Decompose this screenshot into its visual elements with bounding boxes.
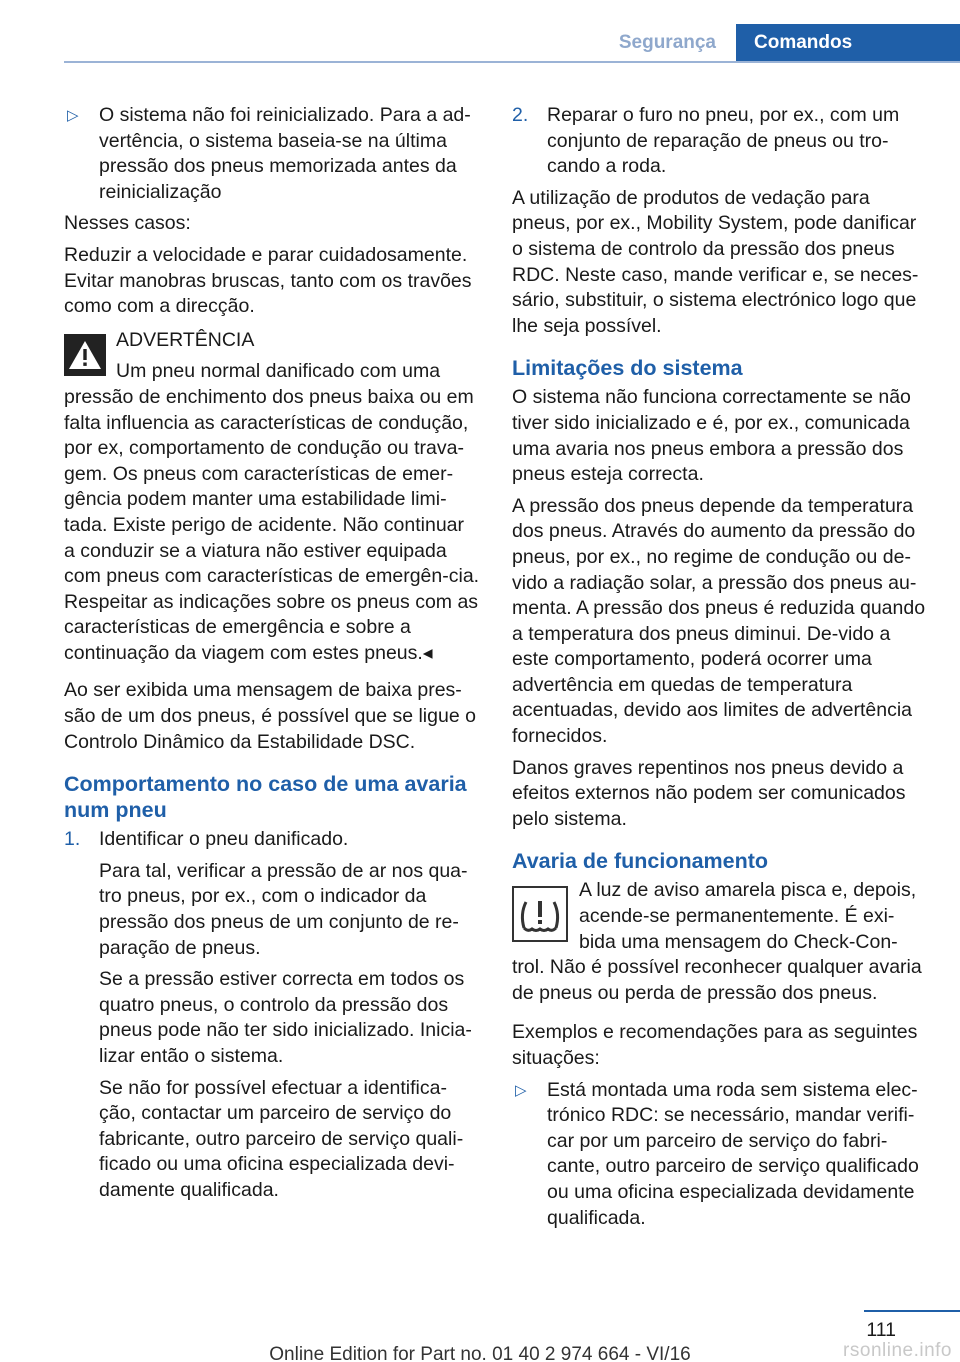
triangle-bullet-icon: ▷ — [67, 107, 79, 124]
tab-comandos[interactable]: Comandos — [736, 24, 960, 63]
right-column — [512, 103, 928, 1237]
step-detail: Se a pressão estiver correcta em todos os quatro pneus, o controlo da pressão dos pneus pode não ter sido inicializado. Inicia-lizar então o sistema. — [99, 968, 472, 1067]
paragraph: A pressão dos pneus depende da temperatura dos pneus. Através do aumento da pressão do pneus, por ex., no regime de condução ou de-vido a radiação solar, a pressão dos pneus au-menta. A pressão dos pneus é reduzida quando a temperatura dos pneus diminui. De-vido a este comportamento, poderá ocorrer uma advertência em quedas de temperatura acentuadas, devido aos limites de advertência fornecidos. — [512, 494, 926, 748]
paragraph: trol. Não é possível reconhecer qualquer avaria de pneus ou perda de pressão dos pneus. — [512, 956, 922, 1004]
footer-rule — [864, 1310, 960, 1312]
edition-text: Online Edition for Part no. 01 40 2 974 664 - VI/16 — [269, 1344, 691, 1362]
step-item — [64, 827, 480, 853]
paragraph: Exemplos e recomendações para as seguintes situações: — [512, 1021, 918, 1069]
triangle-bullet-icon: ▷ — [515, 1081, 527, 1099]
fault-text: A luz de aviso amarela pisca e, depois, acende-se permanentemente. É exi-bida uma mensagem do Check-Con- — [579, 879, 917, 953]
fault-box — [512, 878, 928, 1006]
warning-box — [64, 328, 480, 667]
list-item — [64, 103, 480, 205]
list-item-text: Está montada uma roda sem sistema elec-trónico RDC: se necessário, mandar verifi-car por um parceiro de serviço do fabri-cante, outro parceiro de serviço qualificado ou uma oficina especializada devidamente qualificada. — [547, 1078, 919, 1229]
watermark: rsonline.info — [843, 1340, 952, 1361]
warning-icon — [64, 334, 106, 376]
paragraph: Nesses casos: — [64, 212, 191, 235]
section-heading: Avaria de funcionamento — [512, 849, 769, 874]
step-number: 1. — [64, 828, 81, 851]
header-rule — [64, 61, 960, 63]
warning-title: ADVERTÊNCIA — [116, 328, 255, 351]
left-column — [64, 103, 480, 1210]
step-text: Identificar o pneu danificado. — [99, 828, 349, 851]
page-header — [0, 24, 960, 62]
warning-text: pressão de enchimento dos pneus baixa ou em falta influencia as características de condução, por ex, comportamento de condução ou trava-gem. Os pneus com características de emer-gência podem manter uma estabilidade limi-tada. Existe perigo de acidente. Não continuar a conduzir se a viatura não estiver equipada com pneus com características de emergên-cia. Respeitar as indicações sobre os pneus com as características de emergência e sobre a continuação da viagem com estes pneus.◂ — [64, 385, 480, 664]
section-heading: Comportamento no caso de uma avaria num pneu — [64, 772, 467, 823]
paragraph: A utilização de produtos de vedação para pneus, por ex., Mobility System, pode danificar o sistema de controlo da pressão dos pneus RDC. Neste caso, mande verificar e, se neces-sário, substituir, o sistema electrónico logo que lhe seja possível. — [512, 186, 919, 337]
step-detail: Se não for possível efectuar a identifica-ção, contactar um parceiro de serviço do fabricante, outro parceiro de serviço quali-ficado ou uma oficina especializada devi-damente qualificada. — [99, 1076, 464, 1201]
paragraph: Danos graves repentinos nos pneus devido a efeitos externos não podem ser comunicados pelo sistema. — [512, 756, 906, 830]
step-item — [512, 103, 928, 180]
section-heading: Limitações do sistema — [512, 356, 743, 381]
list-item-text: O sistema não foi reinicializado. Para a ad-vertência, o sistema baseia-se na última pressão dos pneus memorizada antes da reinicialização — [99, 104, 471, 203]
step-detail: Para tal, verificar a pressão de ar nos qua-tro pneus, por ex., com o indicador da pressão dos pneus de um conjunto de re-paração de pneus. — [99, 859, 468, 959]
paragraph: Reduzir a velocidade e parar cuidadosamente. Evitar manobras bruscas, tanto com os travões como com a direcção. — [64, 243, 472, 318]
step-text: Reparar o furo no pneu, por ex., com um conjunto de reparação de pneus ou tro-cando a roda. — [547, 104, 900, 178]
warning-text-first-line: Um pneu normal danificado com uma — [116, 360, 441, 383]
tab-seguranca[interactable]: Segurança — [618, 32, 716, 53]
page-number: 111 — [866, 1319, 896, 1341]
tire-pressure-warning-icon — [512, 886, 568, 942]
paragraph: Ao ser exibida uma mensagem de baixa pres-são de um dos pneus, é possível que se ligue o Controlo Dinâmico da Estabilidade DSC. — [64, 679, 476, 753]
list-item — [512, 1078, 928, 1232]
paragraph: O sistema não funciona correctamente se não tiver sido inicializado e é, por ex., comunicada uma avaria nos pneus embora a pressão dos pneus esteja correcta. — [512, 386, 911, 486]
step-number: 2. — [512, 104, 529, 126]
